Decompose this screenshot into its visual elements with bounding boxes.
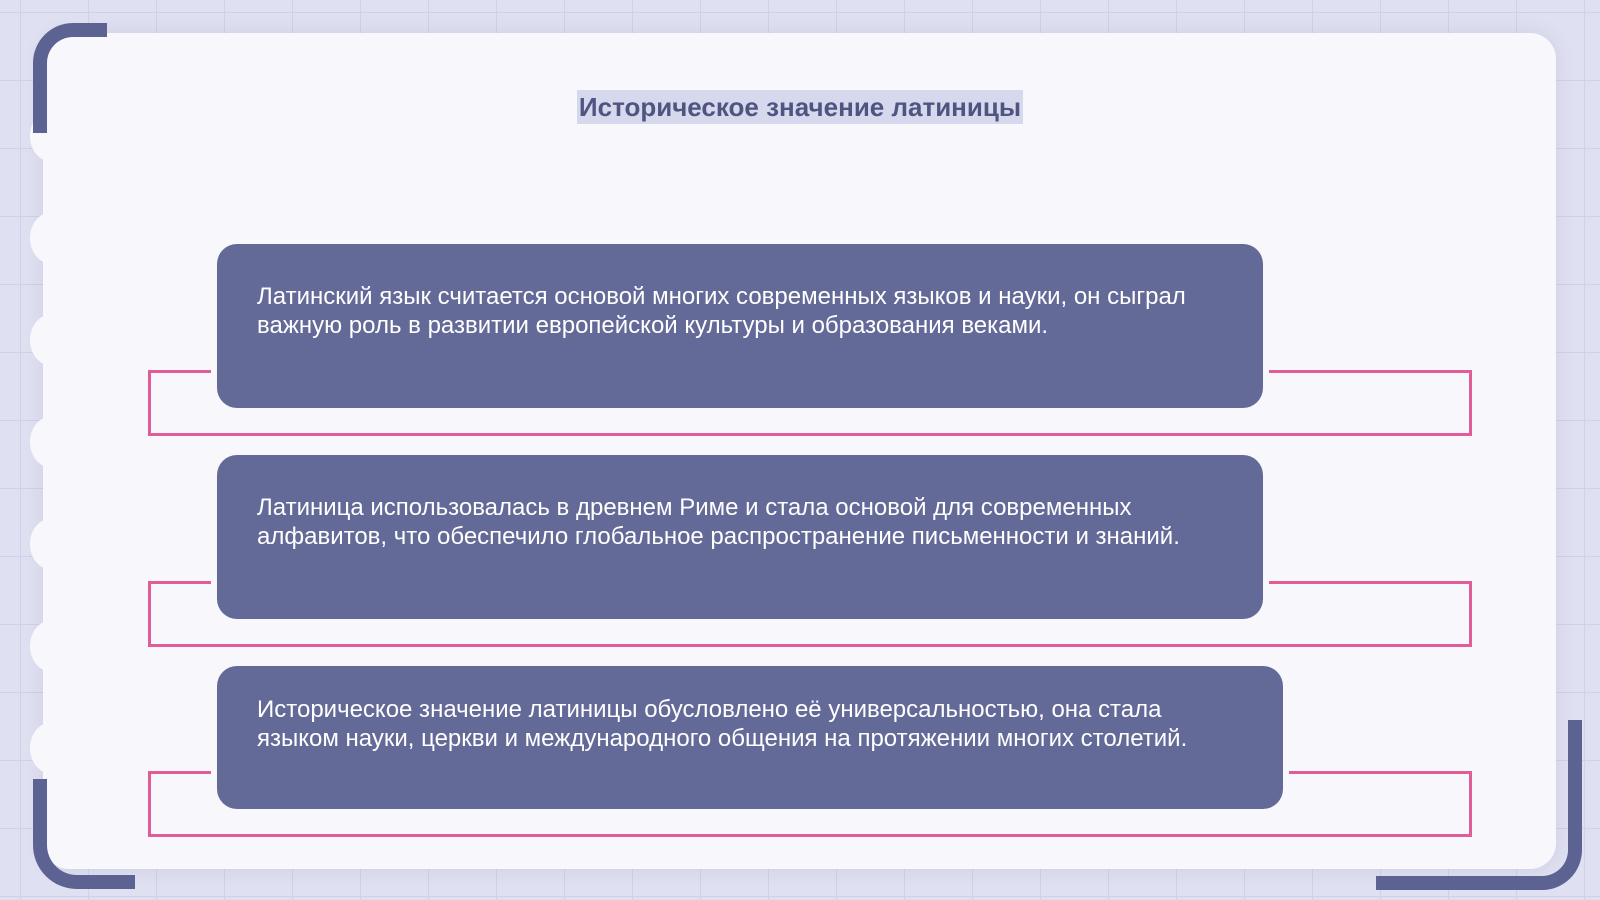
scallop-decoration	[30, 722, 74, 774]
scallop-decoration	[30, 518, 74, 570]
scallop-decoration	[30, 416, 74, 468]
point-box-3	[217, 666, 1283, 809]
point-text-1: Латинский язык считается основой многих современных языков и науки, он сыграл важную роль в развитии европейской культуры и образования веками.	[257, 283, 1186, 339]
point-box-1	[217, 244, 1263, 408]
point-text-3: Историческое значение латиницы обусловлено её универсальностью, она стала языком науки, церкви и международного общения на протяжении многих столетий.	[257, 696, 1188, 752]
page-title	[0, 92, 1600, 123]
page-title-text: Историческое значение латиницы	[578, 92, 1022, 122]
point-box-2	[217, 455, 1263, 619]
scallop-decoration	[30, 314, 74, 366]
scallop-decoration	[30, 620, 74, 672]
scallop-decoration	[30, 212, 74, 264]
point-text-2: Латиница использовалась в древнем Риме и стала основой для современных алфавитов, что обеспечило глобальное распространение письменности и знаний.	[257, 494, 1180, 550]
corner-accent-bottom-left	[33, 779, 135, 889]
